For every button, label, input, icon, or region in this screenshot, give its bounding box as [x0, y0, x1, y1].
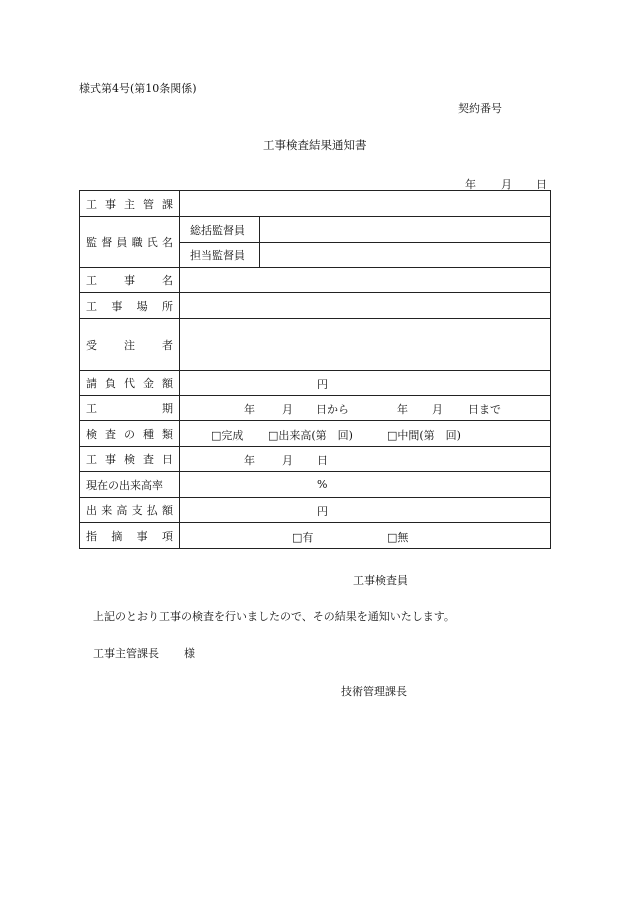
field-current-progress-rate[interactable] [180, 472, 551, 498]
label-char: 期 [162, 402, 173, 415]
label-char: 管 [143, 197, 154, 211]
label-progress-payment [80, 498, 180, 523]
label-inspection-date [80, 447, 180, 472]
label-chief-supervisor: 総括監督員 [180, 217, 260, 243]
label-char: 注 [124, 338, 135, 352]
label-text [80, 375, 179, 391]
date-month: 月 [501, 178, 512, 191]
inspection-month: 月 [282, 454, 293, 467]
label-char: 支 [131, 504, 143, 517]
label-char: 所 [161, 299, 173, 313]
label-text [80, 451, 179, 467]
label-text: 現在の出来高率 [86, 478, 163, 492]
label-char: 金 [143, 377, 154, 390]
label-remarks [80, 523, 180, 549]
field-supervising-section[interactable] [180, 191, 551, 217]
label-char: 員 [116, 236, 128, 249]
option-no[interactable]: □無 [387, 531, 409, 544]
period-from-day: 日から [316, 403, 349, 416]
sender: 技術管理課長 [341, 685, 407, 698]
field-inspection-date[interactable] [180, 447, 551, 472]
contract-number-label: 契約番号 [458, 102, 502, 115]
label-char: 名 [162, 274, 173, 287]
field-work-location[interactable] [180, 293, 551, 319]
label-text [80, 528, 179, 544]
field-remarks[interactable] [180, 523, 551, 549]
percent-unit: % [317, 478, 328, 491]
label-assigned-supervisor: 担当監督員 [180, 243, 260, 268]
inspection-year: 年 [244, 454, 255, 467]
yen-unit: 円 [317, 378, 328, 391]
label-char: 高 [116, 504, 128, 517]
label-contractor [80, 319, 180, 371]
label-char: 事 [105, 453, 116, 466]
label-char: 主 [124, 197, 135, 211]
label-char: 出 [86, 504, 97, 517]
label-work-name [80, 268, 180, 293]
label-text [80, 234, 179, 250]
label-char: 受 [86, 338, 97, 352]
label-supervisor-names [80, 217, 180, 268]
label-char: 額 [162, 377, 173, 390]
label-char: 査 [105, 427, 116, 441]
label-text [80, 298, 179, 314]
label-work-location [80, 293, 180, 319]
label-char: 日 [162, 453, 173, 466]
label-text [80, 272, 179, 288]
label-char: 氏 [146, 236, 158, 249]
field-contractor[interactable] [180, 319, 551, 371]
label-char: 請 [86, 377, 97, 390]
addressee: 工事主管課長 [93, 647, 159, 660]
date-year: 年 [465, 178, 476, 191]
label-char: 事 [124, 274, 135, 287]
period-to-day: 日まで [468, 403, 501, 416]
field-progress-payment[interactable] [180, 498, 551, 523]
label-text [80, 426, 179, 442]
label-char: 事 [136, 529, 148, 543]
label-char: 工 [86, 274, 97, 287]
label-char: 工 [86, 453, 97, 466]
period-to-year: 年 [397, 403, 408, 416]
period-from-year: 年 [244, 403, 255, 416]
label-supervising-section [80, 191, 180, 217]
label-period [80, 396, 180, 421]
label-char: 督 [101, 236, 113, 249]
period-from-month: 月 [282, 403, 293, 416]
label-char: 払 [146, 504, 158, 517]
option-yes[interactable]: □有 [292, 531, 314, 544]
field-contract-amount[interactable] [180, 371, 551, 396]
label-char: 負 [105, 377, 116, 390]
label-char: 事 [111, 299, 123, 313]
label-char: 査 [143, 453, 154, 466]
label-char: 代 [124, 377, 135, 390]
label-char: 課 [162, 197, 173, 211]
label-char: 監 [86, 236, 97, 249]
label-char: 摘 [111, 529, 123, 543]
notice-message: 上記のとおり工事の検査を行いましたので、その結果を通知いたします。 [93, 610, 455, 623]
field-assigned-supervisor[interactable] [260, 243, 551, 268]
option-partial[interactable]: □出来高(第 回) [268, 429, 353, 442]
inspection-day: 日 [317, 454, 328, 467]
label-char: 事 [105, 197, 116, 211]
label-char: 項 [161, 529, 173, 543]
label-inspection-type [80, 421, 180, 447]
label-contract-amount [80, 371, 180, 396]
label-char: 検 [86, 427, 97, 441]
label-char: 場 [136, 299, 148, 313]
label-char: 来 [101, 504, 113, 517]
label-current-progress-rate [80, 472, 180, 498]
label-char: 額 [161, 504, 173, 517]
label-char: 工 [86, 299, 97, 313]
option-interim[interactable]: □中間(第 回) [387, 429, 461, 442]
label-text [80, 502, 179, 518]
inspector-label: 工事検査員 [353, 574, 408, 587]
inspection-table [79, 190, 551, 549]
field-inspection-type[interactable] [180, 421, 551, 447]
yen-unit: 円 [317, 505, 328, 518]
date-day: 日 [536, 178, 547, 191]
label-char: 種 [143, 427, 154, 441]
label-char: 工 [86, 197, 97, 211]
label-text [80, 196, 179, 212]
field-work-name[interactable] [180, 268, 551, 293]
field-chief-supervisor[interactable] [260, 217, 551, 243]
label-text [80, 337, 179, 353]
label-char: 工 [86, 402, 97, 415]
label-char: 検 [124, 453, 135, 466]
option-complete[interactable]: □完成 [211, 429, 244, 442]
label-text [80, 400, 179, 416]
honorific: 様 [184, 647, 195, 660]
page-title: 工事検査結果通知書 [263, 138, 367, 152]
label-char: の [124, 427, 135, 441]
label-char: 職 [131, 236, 143, 249]
label-char: 指 [86, 529, 97, 543]
label-char: 者 [162, 338, 173, 352]
form-number: 様式第4号(第10条関係) [79, 82, 197, 95]
period-to-month: 月 [432, 403, 443, 416]
label-char: 名 [161, 236, 173, 249]
field-period[interactable] [180, 396, 551, 421]
label-char: 類 [162, 427, 173, 441]
